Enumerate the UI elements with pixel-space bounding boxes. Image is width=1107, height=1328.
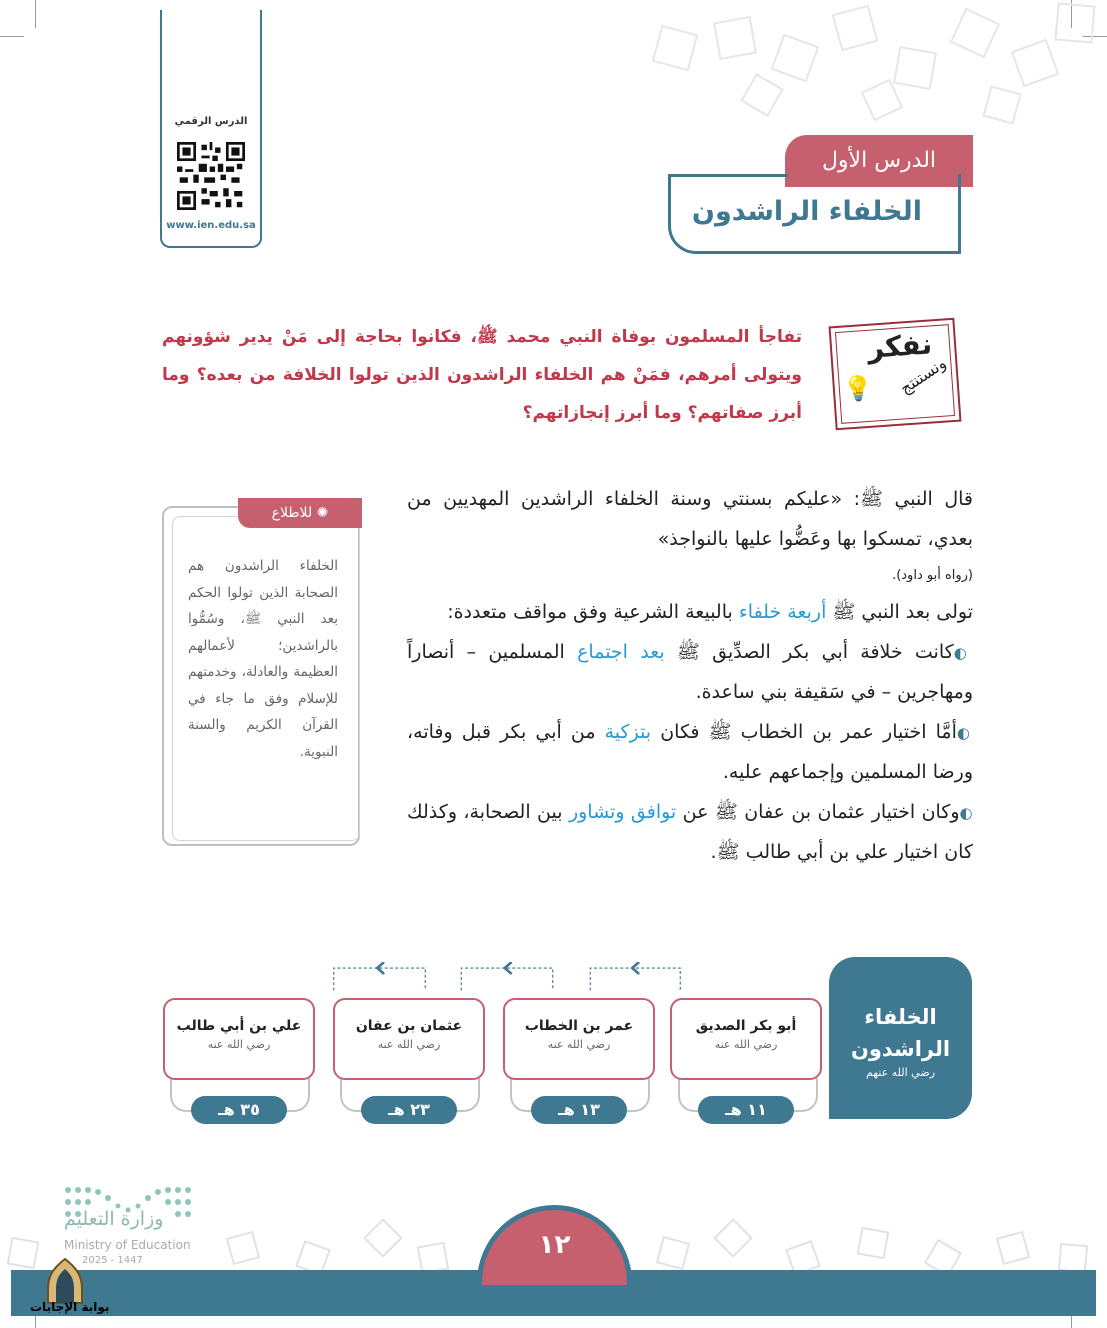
qr-code-icon[interactable] [177, 142, 245, 210]
portal-name[interactable]: بوابة الإجابات [30, 1300, 110, 1314]
year-pill: ٢٣ هـ [361, 1096, 457, 1124]
year-pill: ١٣ هـ [531, 1096, 627, 1124]
main-content [407, 480, 973, 873]
info-sidebar-tab: ✺ للاطلاع [238, 498, 362, 528]
highlight-four-caliphs: أربعة خلفاء [738, 601, 827, 623]
page-number: ١٢ [477, 1205, 632, 1285]
digital-lesson-label: الدرس الرقمي [174, 116, 248, 127]
lightbulb-icon: 💡 [841, 373, 874, 404]
timeline-connectors [258, 962, 840, 992]
think-question: تفاجأ المسلمون بوفاة النبي محمد ﷺ، فكانوا بحاجة إلى مَنْ يدير شؤونهم ويتولى أمرهم، فمَنْ هم الخلفاء الراشدون الذين تولوا الخلافة من بعده؟ وما أبرز صفاتهم؟ وما أبرز إنجازاتهم؟ [162, 327, 802, 423]
think-conclude-box [829, 318, 962, 431]
lesson-title-frame [668, 174, 958, 254]
lesson-number-tab: الدرس الأول [785, 135, 973, 187]
caliph-card-umar: عمر بن الخطاب رضي الله عنه [503, 998, 655, 1080]
highlight-after-gathering: بعد اجتماع [577, 640, 665, 663]
year-pill: ١١ هـ [698, 1096, 794, 1124]
digital-lesson-url[interactable]: www.ien.edu.sa [166, 220, 256, 231]
timeline-header-honor: رضي الله عنهم [865, 1066, 936, 1079]
digital-lesson-card [160, 10, 262, 248]
timeline-header: الخلفاء الراشدون رضي الله عنهم [829, 957, 972, 1119]
highlight-consultation: توافق وتشاور [568, 800, 677, 823]
bullet-abu-bakr: ◐كانت خلافة أبي بكر الصدِّيق ﷺ بعد اجتماع المسلمين – أنصاراً ومهاجرين – في سَقيفة بني ساعدة. [407, 640, 974, 703]
decorative-pattern-top [637, 0, 1107, 130]
ministry-name-ar: وزارة التعليم [64, 1208, 164, 1230]
hadith-text: قال النبي ﷺ: «عليكم بسنتي وسنة الخلفاء الراشدين المهديين من بعدي، تمسكوا بها وعَضُّوا عليها بالنواجذ» [407, 488, 973, 550]
bullet-uthman: ◐وكان اختيار عثمان بن عفان ﷺ عن توافق وتشاور بين الصحابة، وكذلك كان اختيار علي بن أبي طالب ﷺ. [407, 800, 973, 863]
caliph-card-uthman: عثمان بن عفان رضي الله عنه [333, 998, 485, 1080]
conclude-word: ونستنتج [895, 353, 950, 398]
ministry-name-en: Ministry of Education [64, 1238, 191, 1252]
think-word: نفكر [866, 327, 934, 365]
bullet-icon: ◐ [953, 643, 974, 662]
bullet-icon: ◐ [959, 803, 973, 822]
lesson-title: الخلفاء الراشدون [691, 196, 922, 227]
year-pill: ٣٥ هـ [191, 1096, 287, 1124]
bullet-umar: ◐أمَّا اختيار عمر بن الخطاب ﷺ فكان بتزكية من أبي بكر قبل وفاته، ورضا المسلمين وإجماعهم عليه. [407, 720, 973, 783]
highlight-recommendation: بتزكية [604, 720, 652, 743]
hadith-source: (رواه أبو داود). [892, 568, 973, 583]
info-sidebar-text: الخلفاء الراشدون هم الصحابة الذين تولوا الحكم بعد النبي ﷺ، وسُمُّوا بالراشدين؛ لأعمالهم العظيمة والعادلة، وخدمتهم للإسلام وفق ما جاء في القرآن الكريم والسنة النبوية. [188, 558, 338, 760]
lesson-title-frame-line [668, 174, 788, 177]
bullet-icon: ◐ [956, 723, 973, 742]
caliph-card-abu-bakr: أبو بكر الصديق رضي الله عنه [670, 998, 822, 1080]
lamp-icon: ✺ [316, 505, 329, 521]
caliph-card-ali: علي بن أبي طالب رضي الله عنه [163, 998, 315, 1080]
ministry-year: 2025 - 1447 [82, 1255, 143, 1266]
caliphs-intro-paragraph: تولى بعد النبي ﷺ أربعة خلفاء بالبيعة الشرعية وفق مواقف متعددة: [447, 601, 973, 623]
